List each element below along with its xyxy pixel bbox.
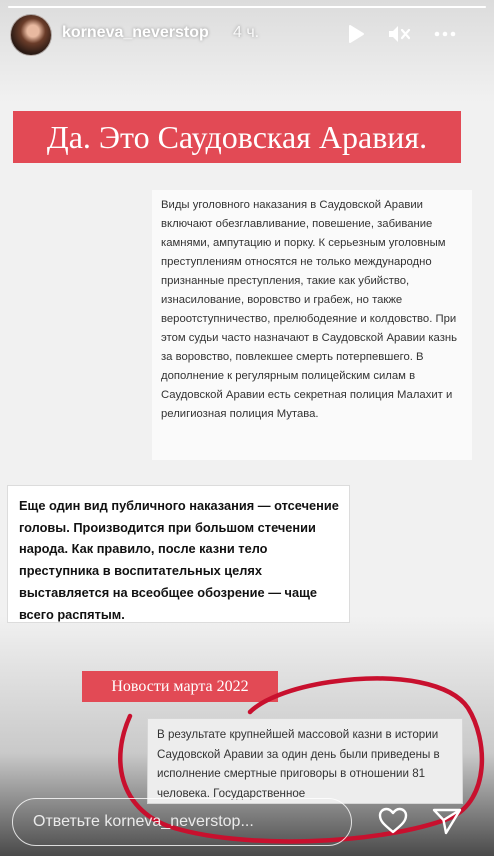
article-body-text: Виды уголовного наказания в Саудовской Аравии включают обезглавливание, повешение, забивание камнями, ампутацию и порку. К серьезным уголовным преступлениям относятся не только международно признанные преступления, такие как убийство, изнасилование, воровство и грабеж, но также вероотступничество, прелюбодеяние и колдовство. При этом судьи часто назначают в Саудовской Аравии казнь за воровство, повлекшее смерть потерпевшего. В дополнение к регулярным полицейским силам в Саудовской Аравии есть секретная полиция Малахит и религиозная полиция Мутава. xyxy=(161,199,458,420)
news-box xyxy=(147,718,463,804)
avatar[interactable] xyxy=(10,14,52,56)
story-progress-bar xyxy=(8,6,486,8)
play-icon[interactable] xyxy=(342,21,368,47)
highlight-box xyxy=(7,485,350,623)
slide-title: Да. Это Саудовская Аравия. xyxy=(13,111,461,163)
mute-icon[interactable] xyxy=(386,21,412,47)
highlight-text: Еще один вид публичного наказания — отсечение головы. Производится при большом стечении народа. Как правило, после казни тело преступника в воспитательных целях выставляется на всеобщее обозрение — чаще всего распятым. xyxy=(19,498,339,622)
story-progress-fill xyxy=(8,6,486,8)
username[interactable]: korneva_neverstop xyxy=(62,24,209,41)
post-time: 4 ч. xyxy=(233,24,260,41)
article-body-block xyxy=(152,190,472,460)
send-icon[interactable] xyxy=(430,804,464,838)
more-icon[interactable] xyxy=(432,21,458,47)
reply-input[interactable] xyxy=(12,798,352,846)
story-header xyxy=(0,12,494,56)
news-text: В результате крупнейшей массовой казни в истории Саудовской Аравии за один день были приведены в исполнение смертные приговоры в отношении 81 человека. Государственное xyxy=(157,728,440,800)
news-heading: Новости марта 2022 xyxy=(82,671,278,702)
heart-icon[interactable] xyxy=(376,804,410,838)
